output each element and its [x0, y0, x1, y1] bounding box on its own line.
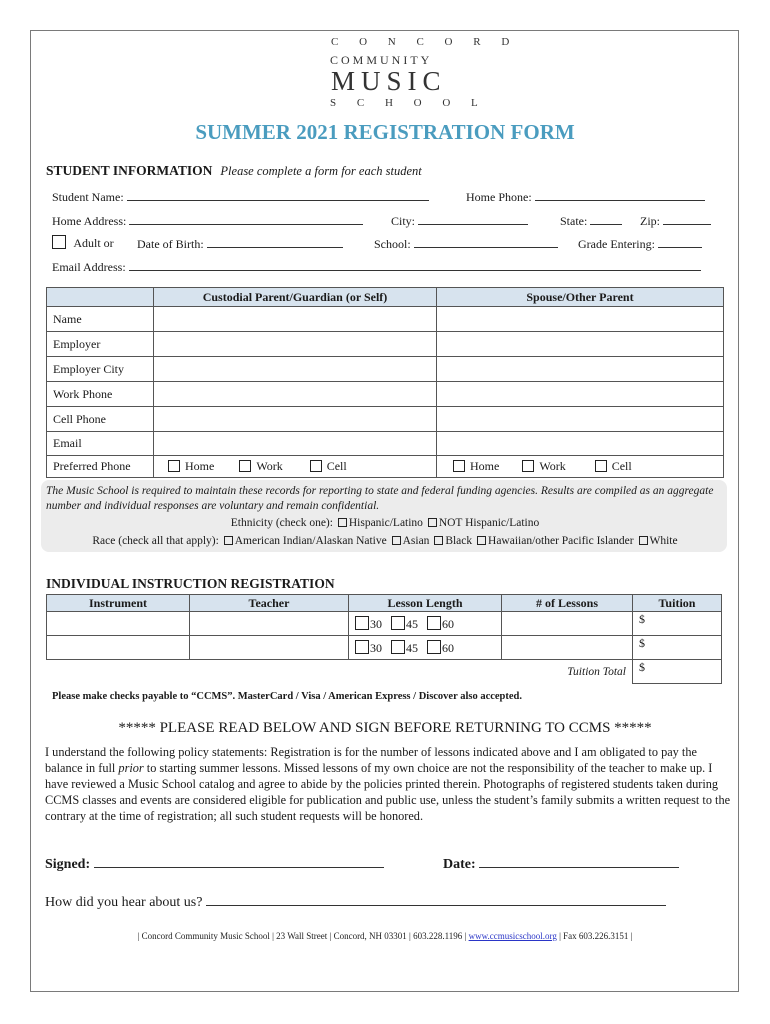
dob-field[interactable] [207, 236, 343, 248]
footer-fax: | Fax 603.226.3151 | [556, 931, 633, 941]
race-hawaiian-label: Hawaiian/other Pacific Islander [488, 535, 634, 547]
row-label-cell-phone: Cell Phone [47, 407, 154, 432]
length-45-checkbox[interactable] [391, 640, 405, 654]
parent-email-cell[interactable] [154, 432, 437, 456]
ethnicity-label: Ethnicity (check one): [230, 517, 333, 529]
spouse-employer-city-cell[interactable] [437, 357, 724, 382]
length-45-label: 45 [406, 640, 418, 655]
parent-name-cell[interactable] [154, 307, 437, 332]
spouse-email-cell[interactable] [437, 432, 724, 456]
hear-label: How did you hear about us? [45, 895, 203, 910]
spouse-cell-label: Cell [611, 459, 632, 473]
state-label: State: [560, 214, 588, 228]
date-field[interactable] [479, 856, 679, 868]
lesson-length-header: Lesson Length [349, 595, 502, 612]
not-hispanic-checkbox[interactable] [428, 518, 437, 527]
form-title: SUMMER 2021 REGISTRATION FORM [195, 120, 575, 144]
row-label-preferred-phone: Preferred Phone [47, 456, 154, 478]
zip-row [640, 213, 711, 229]
dob-label: Date of Birth: [137, 237, 204, 251]
parent-table [46, 287, 724, 478]
spouse-home-checkbox[interactable] [453, 460, 465, 472]
tuition-total-label: Tuition Total [567, 665, 626, 678]
parent-home-checkbox[interactable] [168, 460, 180, 472]
spouse-preferred-phone-cell [437, 456, 724, 478]
teacher-cell[interactable] [190, 612, 349, 636]
hispanic-label: Hispanic/Latino [348, 517, 423, 529]
logo-line-music: MUSIC [331, 66, 447, 96]
grade-label: Grade Entering: [578, 237, 655, 251]
length-60-checkbox[interactable] [427, 616, 441, 630]
student-name-label: Student Name: [52, 190, 124, 204]
row-label-email: Email [47, 432, 154, 456]
spouse-employer-cell[interactable] [437, 332, 724, 357]
email-row [52, 259, 701, 275]
parent-employer-city-cell[interactable] [154, 357, 437, 382]
parent-cell-phone-cell[interactable] [154, 407, 437, 432]
demographics-notice: The Music School is required to maintain these records for reporting to state and federal funding agencies. Results are compiled as an aggregate number and individual responses are voluntary and remain confidential. [46, 485, 714, 512]
length-30-label: 30 [370, 640, 382, 655]
tuition-cell[interactable] [633, 636, 722, 660]
row-label-name: Name [47, 307, 154, 332]
parent-work-phone-cell[interactable] [154, 382, 437, 407]
race-white-label: White [649, 535, 678, 547]
race-black-label: Black [445, 535, 473, 547]
dollar-sign: $ [639, 612, 645, 626]
school-field[interactable] [414, 236, 558, 248]
parent-cell-checkbox[interactable] [310, 460, 322, 472]
footer-address: | Concord Community Music School | 23 Wall Street | Concord, NH 03301 | 603.228.1196 | [137, 931, 469, 941]
race-native-checkbox[interactable] [224, 536, 233, 545]
date-row [443, 856, 679, 873]
spouse-cell-phone-cell[interactable] [437, 407, 724, 432]
num-lessons-cell[interactable] [502, 636, 633, 660]
spouse-work-label: Work [539, 459, 566, 473]
date-label: Date: [443, 857, 476, 872]
spouse-home-label: Home [470, 459, 500, 473]
instrument-header: Instrument [47, 595, 190, 612]
parent-work-label: Work [256, 459, 283, 473]
city-field[interactable] [418, 213, 528, 225]
instrument-cell[interactable] [47, 636, 190, 660]
num-lessons-cell[interactable] [502, 612, 633, 636]
policy-text-2: to starting summer lessons. Missed lessons of my own choice are not the responsibility of the teacher to make up. I have reviewed a Music School catalog and agree to abide by the policies printed therein. Photographs of registered students taken during CCMS classes and events are considered eligible for publication and public use, unless the student’s family submits a written request to the contrary at the time of registration; all such student requests will be honored. [45, 761, 731, 823]
length-45-checkbox[interactable] [391, 616, 405, 630]
tuition-cell[interactable] [633, 612, 722, 636]
policy-prior: prior [118, 761, 144, 775]
student-info-heading-row [46, 162, 422, 180]
hispanic-checkbox[interactable] [338, 518, 347, 527]
website-link[interactable]: www.ccmusicschool.org [468, 931, 557, 941]
state-row [560, 213, 622, 229]
payment-note: Please make checks payable to “CCMS”. MasterCard / Visa / American Express / Discover also accepted. [52, 691, 523, 702]
race-black-checkbox[interactable] [434, 536, 443, 545]
logo-line-concord: C O N C O R D [331, 36, 519, 48]
read-heading: ***** PLEASE READ BELOW AND SIGN BEFORE RETURNING TO CCMS ***** [118, 720, 652, 736]
policy-paragraph [45, 744, 735, 824]
spouse-col-header: Spouse/Other Parent [437, 288, 724, 307]
instruction-heading: INDIVIDUAL INSTRUCTION REGISTRATION [46, 576, 335, 591]
spouse-work-phone-cell[interactable] [437, 382, 724, 407]
race-native-label: American Indian/Alaskan Native [234, 535, 387, 547]
spouse-work-checkbox[interactable] [522, 460, 534, 472]
tuition-total-cell[interactable] [633, 660, 722, 684]
signed-row [45, 856, 384, 873]
student-info-heading: STUDENT INFORMATION [46, 163, 213, 178]
race-white-checkbox[interactable] [639, 536, 648, 545]
school-row [374, 236, 558, 252]
signature-field[interactable] [94, 856, 384, 868]
spouse-name-cell[interactable] [437, 307, 724, 332]
length-60-label: 60 [442, 616, 454, 631]
lesson-length-cell [349, 612, 502, 636]
parent-preferred-phone-cell [154, 456, 437, 478]
home-phone-row [466, 189, 705, 205]
tuition-header: Tuition [633, 595, 722, 612]
grade-row [578, 236, 702, 252]
hear-row [45, 894, 666, 911]
dollar-sign: $ [639, 636, 645, 650]
lesson-length-cell [349, 636, 502, 660]
zip-label: Zip: [640, 214, 660, 228]
length-30-label: 30 [370, 616, 382, 631]
dollar-sign: $ [639, 660, 645, 674]
length-60-label: 60 [442, 640, 454, 655]
length-30-checkbox[interactable] [355, 616, 369, 630]
num-lessons-header: # of Lessons [502, 595, 633, 612]
city-label: City: [391, 214, 416, 228]
row-label-employer: Employer [47, 332, 154, 357]
length-60-checkbox[interactable] [427, 640, 441, 654]
parent-col-header: Custodial Parent/Guardian (or Self) [154, 288, 437, 307]
teacher-header: Teacher [190, 595, 349, 612]
row-label-employer-city: Employer City [47, 357, 154, 382]
race-asian-checkbox[interactable] [392, 536, 401, 545]
student-name-row [52, 189, 429, 205]
dob-row [137, 236, 343, 252]
signed-label: Signed: [45, 857, 91, 872]
not-hispanic-label: NOT Hispanic/Latino [438, 517, 540, 529]
grade-field[interactable] [658, 236, 702, 248]
zip-field[interactable] [663, 213, 711, 225]
logo-line-school: S C H O O L [330, 97, 487, 109]
race-row [0, 535, 770, 547]
address-row [52, 213, 363, 229]
race-hawaiian-checkbox[interactable] [477, 536, 486, 545]
address-label: Home Address: [52, 214, 127, 228]
instruction-table [46, 594, 722, 684]
email-label: Email Address: [52, 260, 126, 274]
ethnicity-row [0, 517, 770, 529]
city-row [391, 213, 528, 229]
state-field[interactable] [590, 213, 622, 225]
home-phone-label: Home Phone: [466, 190, 532, 204]
adult-row [52, 235, 114, 251]
teacher-cell[interactable] [190, 636, 349, 660]
parent-work-checkbox[interactable] [239, 460, 251, 472]
adult-label: Adult or [73, 236, 114, 250]
policy-text-1: I understand the following policy statements: Registration is for the number of lessons indicated above and I am obligated to pay the balance in full [45, 745, 697, 775]
school-label: School: [374, 237, 411, 251]
student-name-field[interactable] [127, 189, 429, 201]
parent-employer-cell[interactable] [154, 332, 437, 357]
instrument-cell[interactable] [47, 612, 190, 636]
adult-checkbox[interactable] [52, 235, 66, 249]
home-phone-field[interactable] [535, 189, 705, 201]
address-field[interactable] [129, 213, 363, 225]
footer [0, 931, 770, 941]
race-asian-label: Asian [402, 535, 430, 547]
parent-table-corner [47, 288, 154, 307]
logo-line-community: COMMUNITY [330, 53, 433, 67]
length-45-label: 45 [406, 616, 418, 631]
length-30-checkbox[interactable] [355, 640, 369, 654]
hear-field[interactable] [206, 894, 666, 906]
race-label: Race (check all that apply): [92, 535, 219, 547]
parent-home-label: Home [185, 459, 215, 473]
spouse-cell-checkbox[interactable] [595, 460, 607, 472]
parent-cell-label: Cell [326, 459, 347, 473]
student-info-note: Please complete a form for each student [220, 164, 422, 178]
email-field[interactable] [129, 259, 701, 271]
row-label-work-phone: Work Phone [47, 382, 154, 407]
